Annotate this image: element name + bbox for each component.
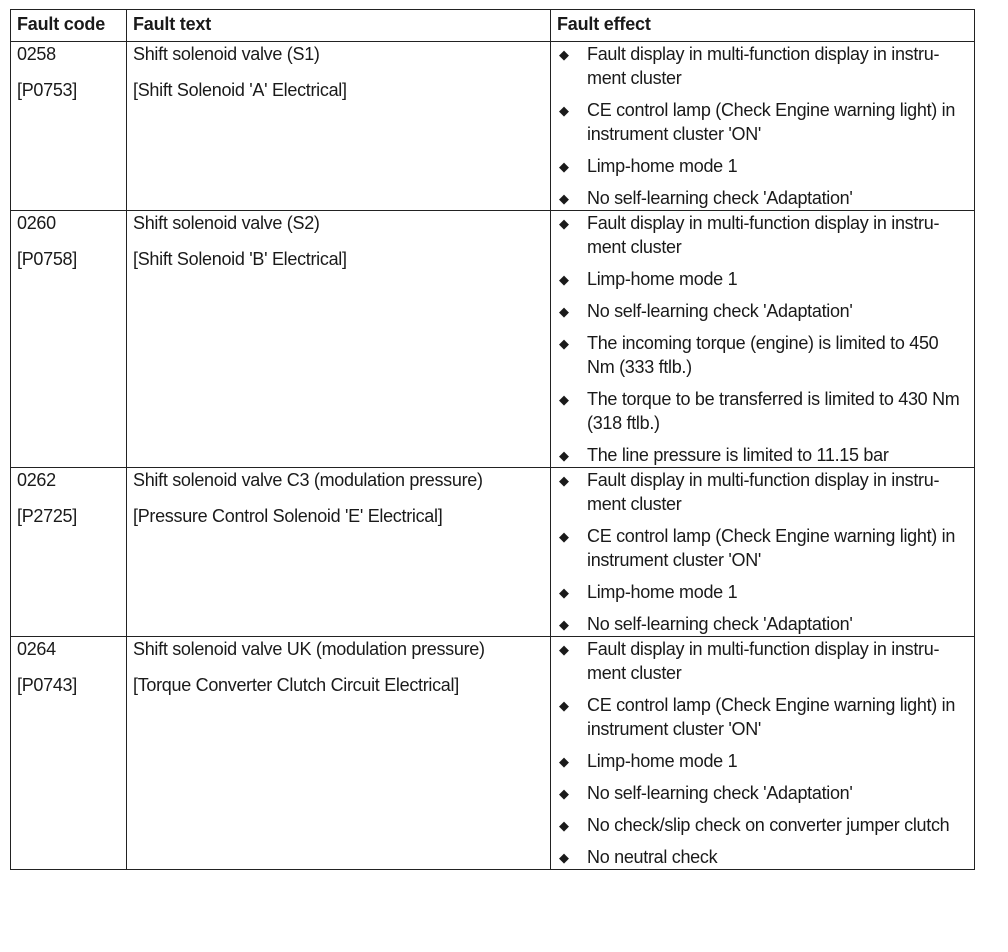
table-row (11, 637, 975, 870)
list-item (557, 749, 968, 773)
diamond-bullet-icon: ◆ (559, 159, 569, 174)
diamond-bullet-icon: ◆ (559, 754, 569, 769)
effect-text: No neutral check (587, 847, 718, 867)
obd-code: [P0753] (17, 80, 77, 100)
effect-text: No self-learning check 'Adaptation' (587, 188, 853, 208)
table-row (11, 42, 975, 211)
effect-text: No self-learning check 'Adaptation' (587, 783, 853, 803)
list-item (557, 299, 968, 323)
header-fault-text: Fault text (127, 10, 551, 42)
fault-effect-cell (551, 42, 975, 211)
effect-text: CE control lamp (Check Engine warning light) in instrument cluster 'ON' (587, 695, 956, 739)
list-item (557, 693, 968, 741)
obd-code: [P0743] (17, 675, 77, 695)
list-item (557, 154, 968, 178)
fault-text: Shift solenoid valve C3 (modulation pressure) (133, 470, 483, 490)
diamond-bullet-icon: ◆ (559, 47, 569, 62)
fault-code-cell (11, 468, 127, 637)
list-item (557, 211, 968, 259)
fault-text: Shift solenoid valve (S2) (133, 213, 320, 233)
fault-text: Shift solenoid valve UK (modulation pressure) (133, 639, 485, 659)
fault-table (10, 9, 975, 870)
diamond-bullet-icon: ◆ (559, 473, 569, 488)
fault-code: 0260 (17, 213, 56, 233)
list-item (557, 580, 968, 604)
diamond-bullet-icon: ◆ (559, 529, 569, 544)
fault-code: 0258 (17, 44, 56, 64)
effect-list (557, 42, 968, 210)
effect-text: Limp-home mode 1 (587, 156, 738, 176)
list-item (557, 443, 968, 467)
fault-text-cell (127, 637, 551, 870)
fault-code-cell (11, 637, 127, 870)
list-item (557, 331, 968, 379)
effect-text: No self-learning check 'Adaptation' (587, 614, 853, 634)
effect-text: CE control lamp (Check Engine warning light) in instrument cluster 'ON' (587, 526, 956, 570)
diamond-bullet-icon: ◆ (559, 272, 569, 287)
effect-list (557, 468, 968, 636)
effect-list (557, 637, 968, 869)
header-fault-effect: Fault effect (551, 10, 975, 42)
list-item (557, 267, 968, 291)
diamond-bullet-icon: ◆ (559, 786, 569, 801)
list-item (557, 612, 968, 636)
header-row (11, 10, 975, 42)
diamond-bullet-icon: ◆ (559, 304, 569, 319)
diamond-bullet-icon: ◆ (559, 617, 569, 632)
table-row (11, 211, 975, 468)
list-item (557, 42, 968, 90)
obd-code: [P2725] (17, 506, 77, 526)
fault-code-cell (11, 211, 127, 468)
list-item (557, 186, 968, 210)
fault-effect-cell (551, 468, 975, 637)
fault-text: Shift solenoid valve (S1) (133, 44, 320, 64)
list-item (557, 637, 968, 685)
list-item (557, 813, 968, 837)
fault-text-cell (127, 468, 551, 637)
diamond-bullet-icon: ◆ (559, 103, 569, 118)
diamond-bullet-icon: ◆ (559, 448, 569, 463)
effect-text: No self-learning check 'Adaptation' (587, 301, 853, 321)
effect-text: The torque to be transferred is limited to 430 Nm (318 ftlb.) (587, 389, 960, 433)
obd-code: [P0758] (17, 249, 77, 269)
diamond-bullet-icon: ◆ (559, 392, 569, 407)
diamond-bullet-icon: ◆ (559, 216, 569, 231)
effect-list (557, 211, 968, 467)
list-item (557, 387, 968, 435)
effect-text: CE control lamp (Check Engine warning light) in instrument cluster 'ON' (587, 100, 956, 144)
fault-text-cell (127, 42, 551, 211)
effect-text: Fault display in multi-function display in instru-ment cluster (587, 213, 940, 257)
diamond-bullet-icon: ◆ (559, 818, 569, 833)
diamond-bullet-icon: ◆ (559, 191, 569, 206)
fault-text-alt: [Torque Converter Clutch Circuit Electrical] (133, 675, 459, 695)
fault-code: 0262 (17, 470, 56, 490)
diamond-bullet-icon: ◆ (559, 642, 569, 657)
list-item (557, 98, 968, 146)
list-item (557, 845, 968, 869)
header-fault-code: Fault code (11, 10, 127, 42)
list-item (557, 524, 968, 572)
fault-code: 0264 (17, 639, 56, 659)
fault-text-cell (127, 211, 551, 468)
diamond-bullet-icon: ◆ (559, 585, 569, 600)
fault-text-alt: [Shift Solenoid 'A' Electrical] (133, 80, 347, 100)
list-item (557, 468, 968, 516)
fault-effect-cell (551, 211, 975, 468)
fault-text-alt: [Pressure Control Solenoid 'E' Electrical] (133, 506, 443, 526)
diamond-bullet-icon: ◆ (559, 850, 569, 865)
effect-text: Fault display in multi-function display in instru-ment cluster (587, 470, 940, 514)
table-row (11, 468, 975, 637)
list-item (557, 781, 968, 805)
fault-text-alt: [Shift Solenoid 'B' Electrical] (133, 249, 347, 269)
effect-text: Fault display in multi-function display in instru-ment cluster (587, 639, 940, 683)
effect-text: The incoming torque (engine) is limited to 450 Nm (333 ftlb.) (587, 333, 939, 377)
effect-text: Limp-home mode 1 (587, 582, 738, 602)
fault-effect-cell (551, 637, 975, 870)
diamond-bullet-icon: ◆ (559, 698, 569, 713)
effect-text: No check/slip check on converter jumper clutch (587, 815, 950, 835)
fault-code-cell (11, 42, 127, 211)
diamond-bullet-icon: ◆ (559, 336, 569, 351)
effect-text: The line pressure is limited to 11.15 bar (587, 445, 889, 465)
effect-text: Fault display in multi-function display in instru-ment cluster (587, 44, 940, 88)
effect-text: Limp-home mode 1 (587, 269, 738, 289)
effect-text: Limp-home mode 1 (587, 751, 738, 771)
